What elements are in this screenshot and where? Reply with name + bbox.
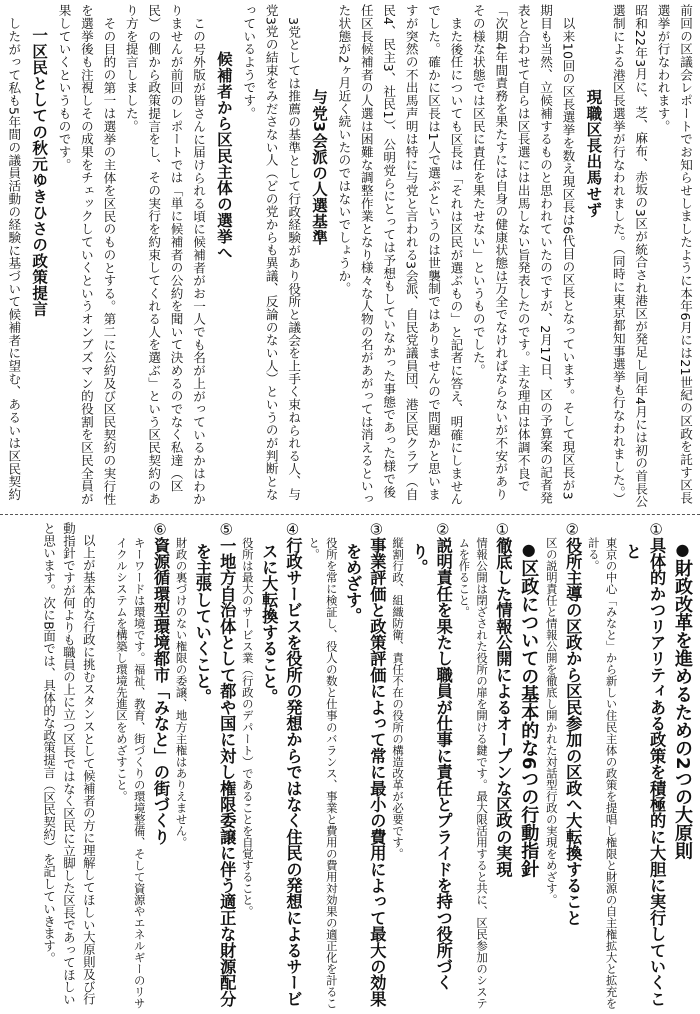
heading-policy-proposal: 一区民としての秋元ゆきひさの政策提言 [30,27,49,318]
paragraph-successor: また後任についても区長は「それは区民が選ぶもの」と記者に答え、明確にしませんでした。確かに区長は1人で選ぶというのは世襲制ではありませんので問題かと思いますが突然の不出馬声明は特に与党と言われる3会派、自民党議員団、港区民クラブ（自民4、民主3、社民1）、公明党らにとっては予想もしていなかった事態であった様で後任区長候補者の人選は困難な調整作業となり様々な人物の名があがっては消えるといった状態が2ヶ月近く続いたのではないでしょうか。 [336,4,464,506]
guideline-6-desc: キーワードは環境です。福祉、教育、街づくりの環境整備、そして資源やエネルギーのリサイクルシステムを構築し環境先進区をめざすこと。 [114,536,147,1009]
heading-ruling-parties-criteria: 与党3会派の人選基準 [310,89,329,246]
heading-citizen-election: 候補者から区民主体の選挙へ [214,50,233,261]
principle-1-desc: 東京の中心「みなと」から新しい住民主体の政策を提唱し権限と財源の自主権拡大と拡充を計る。 [586,536,619,1009]
closing-paragraph: 以上が基本的な行政に挑むスタンスとして候補者の方に理解してほしい大原則及び行動指針ですが何よりも職員の上に立つ区長ではなく区民に立脚した区長であってほしいと思います。次にB面では、具体的な政策提言（区民契約）を記していきます。 [41,522,97,1006]
principle-2-title: ②役所主導の区政から区民参加の区政へ大転換すること [563,522,583,926]
paragraph-election-history: 以来10回の区長選挙を数え現区長は6代目の区長となっています。そして現区長が3期目も当然、立候補するものと思われていたのですが、2月17日、区の予算案の記者発表と合わせて自らは区長選には出馬しない旨発表したのです。主な理由は体調不良で「次期4年間責務を果たすには自身の健康状態は万全でなければならないが不安がありその様な状態では区民に責任を果たせない」というものでした。 [470,4,576,505]
guideline-1-desc: 情報公開は閉ざされた役所の扉を開ける鍵です。最大限活用すると共に、区民参加のシステムを作ること。 [457,536,490,1009]
paragraph-purpose: その目的の第一は選挙の主体を区民のものとする。第二に公約及び区民契約の実行性を選挙後も注視しその成果をチェックしていくというオンブズマン的役割を区民全員が果していくというものです。 [56,4,117,506]
paragraph-criteria: 3党としては推薦の基準として行政経験があり役所と議会を上手く束ねられる人、与党3党の結束をみださない人（どの党からも異議、反論のない人）というのが判断となっているようです。 [241,4,302,501]
principles-title: ●財政改革を進めるための2つの大原則 [672,540,693,860]
guideline-4-desc: 役所は最大のサービス業（行政のデパート）であることを自覚すること。 [240,536,255,917]
intro-paragraph: 前回の区議会レポートでお知らせしましたように本年6月には21世紀の区政を託す区長選挙が行なわれます。 [655,4,693,505]
bullet-icon: ● [673,540,692,559]
lower-section [4,522,696,1010]
heading-incumbent-not-running: 現職区長出馬せず [584,89,603,219]
paragraph-citizen-contract: この号外版が皆さんに届けられる頃に候補者がお一人でも名が上がっているかはわかりませんが前回のレポートでは「単に候補者の公約を聞いて決めるのでなく私達（区民）の側から政策提言をし、その実行を約束してくれる人を選ぶ」という区民契約のあり方を提言しました。 [123,4,207,506]
guideline-4-title: ④行政サービスを役所の発想からではなく住民の発想によるサービスに大転換すること。 [259,522,303,1007]
section-divider [0,514,700,515]
history-paragraph: 昭和22年3月に、芝、麻布、赤坂の3区が統合され港区が発足し同年4月には初の首長公選制による港区長選挙が行なわれました。（同時に東京都知事選挙も行なわれました。） [610,4,649,508]
guideline-3-desc: 役所を常に検証し、役人の数と仕事のバランス、事業と費用の費用対効果の適正化を計ること。 [307,536,339,1009]
spacer [98,522,112,1010]
paragraph-policy-intro: したがって私も5年間の議員活動の経験に基づいて候補者に望む、あるいは区民契約 [6,16,22,501]
guidelines-title: ●区政についての基本的な6つの行動指針 [518,540,540,878]
guideline-3-title: ③事業評価と政策評価によって常に最小の費用によって最大の効果をめざす。 [343,522,387,1007]
guideline-6-title: ⑥資源循環型環境都市「みなと」の街づくり [150,522,170,845]
guideline-5-title: ⑤一地方自治体として都や国に対し権限委譲に伴う適正な財源配分を主張していくこと。 [192,522,237,1007]
principle-1-title: ①具体的かつリアリティある政策を積極的に大胆に実行していくこと [622,522,667,1007]
guideline-2-desc: 縦割行政、組織防衛、責任不在の役所の構造改革が必要です。 [391,536,406,860]
guideline-2-title: ②説明責任を果たし職員が仕事に責任とプライドを持つ役所づくり。 [409,522,453,991]
upper-section [4,4,696,509]
guideline-5-desc: 財政の裏づけのない権限の委譲、地方主権はありえません。 [174,536,189,848]
bullet-icon: ● [519,540,539,559]
guideline-1-title: ①徹底した情報公開によるオープンな区政の実現 [493,522,513,878]
principle-2-desc: 区の説明責任と情報公開を徹底し開かれた対話型行政の実現をめざす。 [544,536,559,906]
